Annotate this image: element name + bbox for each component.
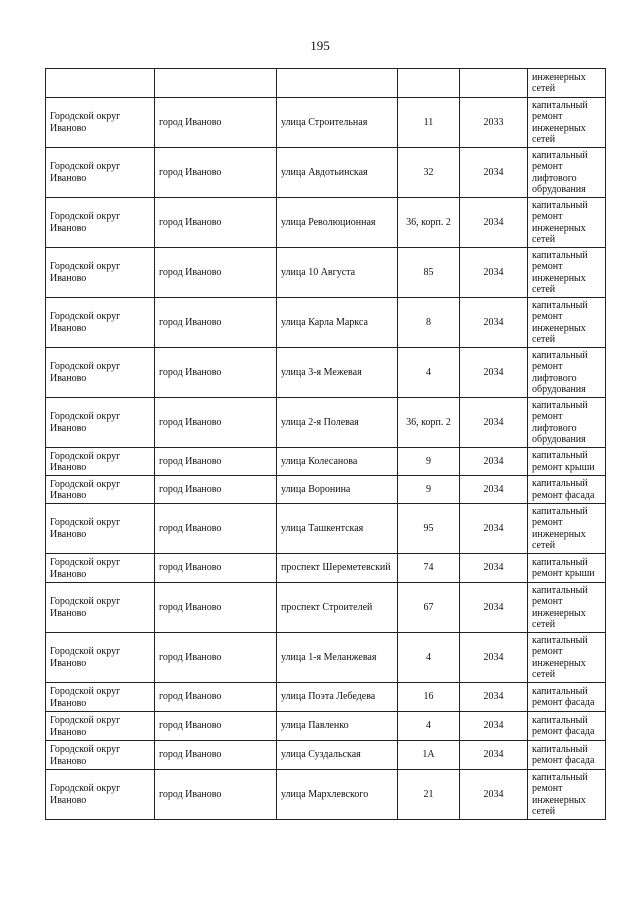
settlement-cell: город Иваново <box>155 348 277 398</box>
work-type-cell: капитальный ремонт инженерных сетей <box>528 504 606 554</box>
table-row <box>46 741 606 770</box>
year-cell: 2034 <box>460 554 528 583</box>
settlement-cell: город Иваново <box>155 770 277 820</box>
house-cell: 4 <box>398 348 460 398</box>
municipality-cell: Городской округ Иваново <box>46 683 155 712</box>
house-cell: 85 <box>398 248 460 298</box>
table-row <box>46 583 606 633</box>
street-cell: улица Воронина <box>277 476 398 504</box>
house-cell: 4 <box>398 712 460 741</box>
house-cell: 36, корп. 2 <box>398 398 460 448</box>
settlement-cell: город Иваново <box>155 476 277 504</box>
municipality-cell: Городской округ Иваново <box>46 148 155 198</box>
street-cell: улица Карла Маркса <box>277 298 398 348</box>
work-type-cell: капитальный ремонт фасада <box>528 741 606 770</box>
street-cell <box>277 69 398 98</box>
settlement-cell: город Иваново <box>155 554 277 583</box>
house-cell: 16 <box>398 683 460 712</box>
year-cell: 2034 <box>460 476 528 504</box>
house-cell: 95 <box>398 504 460 554</box>
street-cell: улица Поэта Лебедева <box>277 683 398 712</box>
street-cell: улица 10 Августа <box>277 248 398 298</box>
settlement-cell: город Иваново <box>155 148 277 198</box>
municipality-cell: Городской округ Иваново <box>46 554 155 583</box>
municipality-cell: Городской округ Иваново <box>46 98 155 148</box>
work-type-cell: капитальный ремонт крыши <box>528 448 606 476</box>
house-cell: 9 <box>398 476 460 504</box>
street-cell: улица Строительная <box>277 98 398 148</box>
work-type-cell: капитальный ремонт лифтового обрудования <box>528 148 606 198</box>
municipality-cell: Городской округ Иваново <box>46 198 155 248</box>
work-type-cell: капитальный ремонт крыши <box>528 554 606 583</box>
table-row <box>46 504 606 554</box>
settlement-cell: город Иваново <box>155 583 277 633</box>
work-type-cell: капитальный ремонт инженерных сетей <box>528 198 606 248</box>
house-cell: 4 <box>398 633 460 683</box>
municipality-cell: Городской округ Иваново <box>46 398 155 448</box>
settlement-cell: город Иваново <box>155 741 277 770</box>
house-cell: 11 <box>398 98 460 148</box>
work-type-cell: капитальный ремонт инженерных сетей <box>528 298 606 348</box>
year-cell: 2034 <box>460 148 528 198</box>
settlement-cell: город Иваново <box>155 448 277 476</box>
work-type-cell: капитальный ремонт инженерных сетей <box>528 583 606 633</box>
table-row <box>46 348 606 398</box>
table-row <box>46 633 606 683</box>
street-cell: улица Мархлевского <box>277 770 398 820</box>
settlement-cell: город Иваново <box>155 712 277 741</box>
work-type-cell: капитальный ремонт фасада <box>528 712 606 741</box>
street-cell: улица 1-я Меланжевая <box>277 633 398 683</box>
year-cell: 2034 <box>460 298 528 348</box>
house-cell <box>398 69 460 98</box>
work-type-cell: капитальный ремонт лифтового обрудования <box>528 398 606 448</box>
municipality-cell: Городской округ Иваново <box>46 476 155 504</box>
table-row <box>46 248 606 298</box>
house-cell: 32 <box>398 148 460 198</box>
settlement-cell: город Иваново <box>155 198 277 248</box>
table-row <box>46 148 606 198</box>
work-type-cell: капитальный ремонт инженерных сетей <box>528 633 606 683</box>
year-cell: 2034 <box>460 198 528 248</box>
settlement-cell: город Иваново <box>155 683 277 712</box>
municipality-cell: Городской округ Иваново <box>46 348 155 398</box>
table-row <box>46 683 606 712</box>
municipality-cell: Городской округ Иваново <box>46 448 155 476</box>
street-cell: улица Авдотьинская <box>277 148 398 198</box>
year-cell <box>460 69 528 98</box>
house-cell: 1А <box>398 741 460 770</box>
municipality-cell: Городской округ Иваново <box>46 712 155 741</box>
work-type-cell: капитальный ремонт фасада <box>528 476 606 504</box>
year-cell: 2034 <box>460 248 528 298</box>
municipality-cell <box>46 69 155 98</box>
house-cell: 74 <box>398 554 460 583</box>
year-cell: 2033 <box>460 98 528 148</box>
street-cell: улица Революционная <box>277 198 398 248</box>
year-cell: 2034 <box>460 741 528 770</box>
table-row <box>46 398 606 448</box>
work-type-cell: капитальный ремонт фасада <box>528 683 606 712</box>
street-cell: улица 3-я Межевая <box>277 348 398 398</box>
work-type-cell: капитальный ремонт инженерных сетей <box>528 248 606 298</box>
municipality-cell: Городской округ Иваново <box>46 583 155 633</box>
house-cell: 21 <box>398 770 460 820</box>
work-type-cell: капитальный ремонт инженерных сетей <box>528 770 606 820</box>
house-cell: 9 <box>398 448 460 476</box>
table-row <box>46 198 606 248</box>
year-cell: 2034 <box>460 633 528 683</box>
year-cell: 2034 <box>460 398 528 448</box>
year-cell: 2034 <box>460 712 528 741</box>
street-cell: улица Колесанова <box>277 448 398 476</box>
street-cell: проспект Шереметевский <box>277 554 398 583</box>
table-row <box>46 69 606 98</box>
table-row <box>46 298 606 348</box>
table-row <box>46 770 606 820</box>
year-cell: 2034 <box>460 504 528 554</box>
municipality-cell: Городской округ Иваново <box>46 770 155 820</box>
year-cell: 2034 <box>460 770 528 820</box>
settlement-cell: город Иваново <box>155 633 277 683</box>
municipality-cell: Городской округ Иваново <box>46 633 155 683</box>
municipality-cell: Городской округ Иваново <box>46 248 155 298</box>
table-body <box>46 69 606 820</box>
year-cell: 2034 <box>460 348 528 398</box>
municipality-cell: Городской округ Иваново <box>46 504 155 554</box>
work-type-cell: капитальный ремонт инженерных сетей <box>528 98 606 148</box>
table-row <box>46 448 606 476</box>
house-cell: 67 <box>398 583 460 633</box>
municipality-cell: Городской округ Иваново <box>46 298 155 348</box>
work-type-cell: инженерных сетей <box>528 69 606 98</box>
settlement-cell <box>155 69 277 98</box>
settlement-cell: город Иваново <box>155 298 277 348</box>
street-cell: проспект Строителей <box>277 583 398 633</box>
work-type-cell: капитальный ремонт лифтового обрудования <box>528 348 606 398</box>
settlement-cell: город Иваново <box>155 398 277 448</box>
table-row <box>46 712 606 741</box>
table-row <box>46 98 606 148</box>
municipality-cell: Городской округ Иваново <box>46 741 155 770</box>
settlement-cell: город Иваново <box>155 98 277 148</box>
year-cell: 2034 <box>460 683 528 712</box>
house-cell: 36, корп. 2 <box>398 198 460 248</box>
settlement-cell: город Иваново <box>155 248 277 298</box>
street-cell: улица Суздальская <box>277 741 398 770</box>
settlement-cell: город Иваново <box>155 504 277 554</box>
page-number: 195 <box>310 38 330 53</box>
year-cell: 2034 <box>460 583 528 633</box>
street-cell: улица Ташкентская <box>277 504 398 554</box>
year-cell: 2034 <box>460 448 528 476</box>
street-cell: улица 2-я Полевая <box>277 398 398 448</box>
table-row <box>46 554 606 583</box>
house-cell: 8 <box>398 298 460 348</box>
repair-schedule-table <box>45 68 606 820</box>
table-row <box>46 476 606 504</box>
street-cell: улица Павленко <box>277 712 398 741</box>
